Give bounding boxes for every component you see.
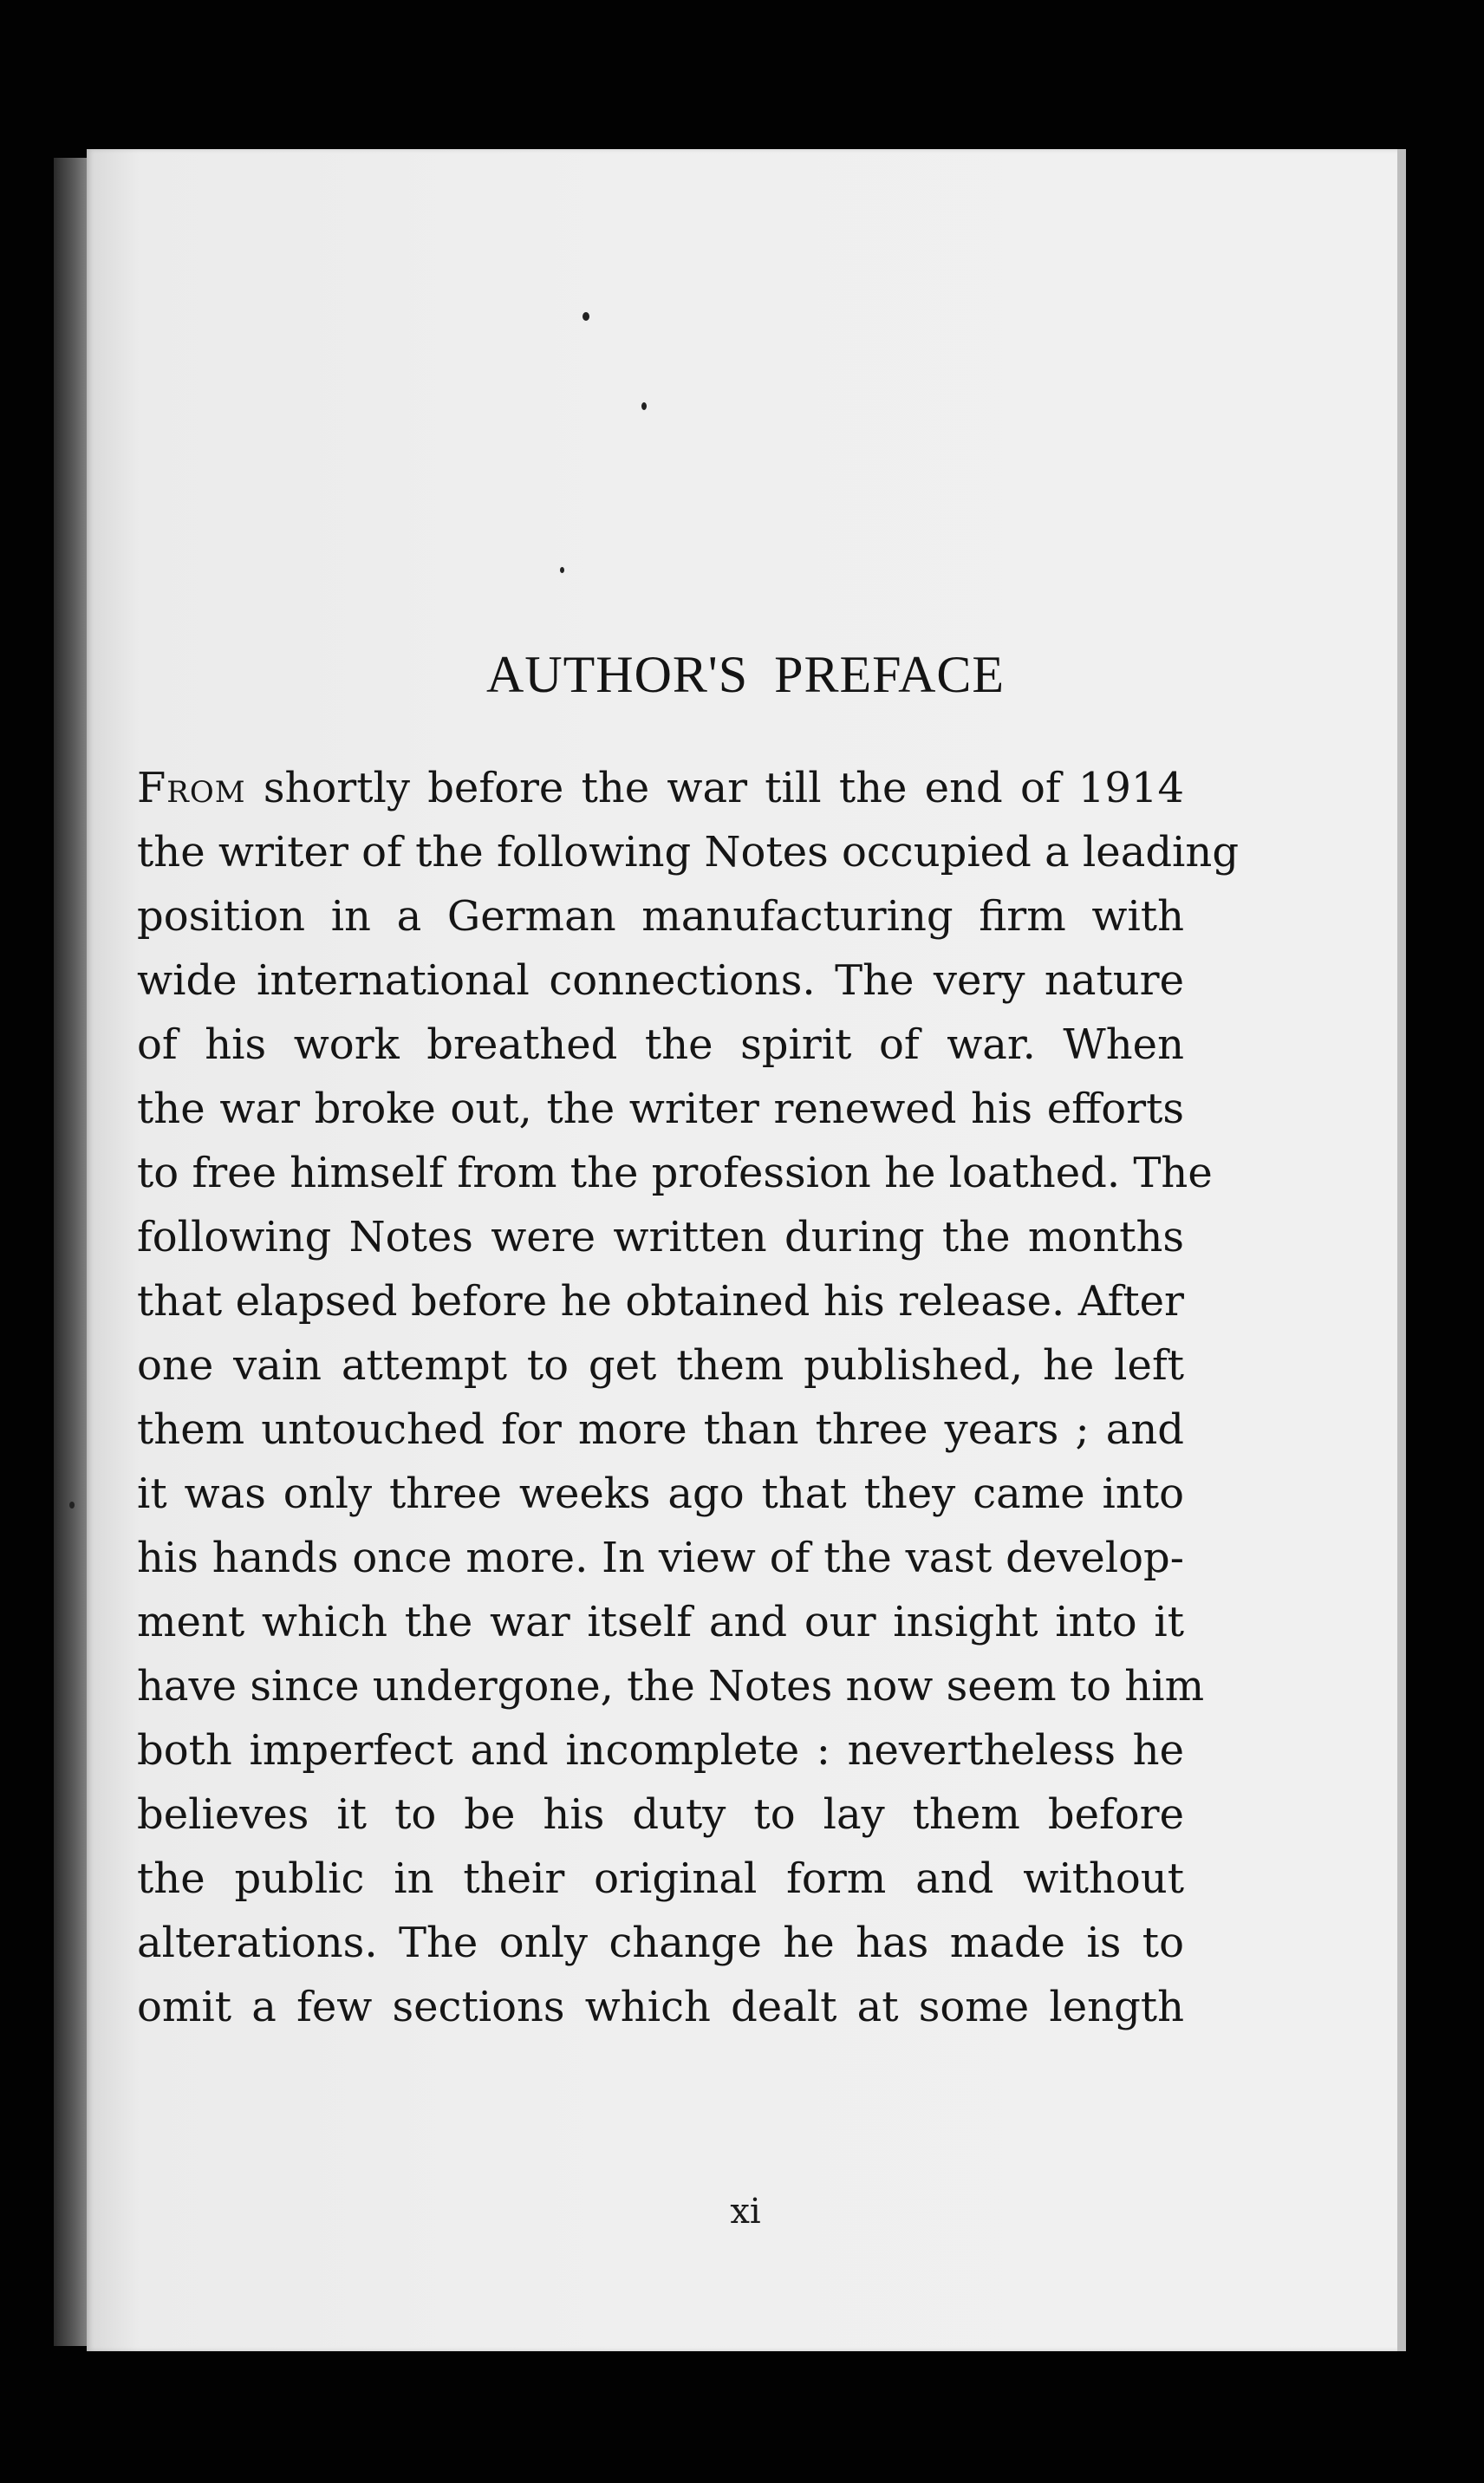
text-line: the writer of the following Notes occupied a leading <box>137 828 1240 877</box>
text-line: believes it to be his duty to lay them before <box>137 1790 1184 1839</box>
text-line: wide international connections. The very nature <box>137 956 1184 1005</box>
binding-shadow <box>54 158 90 2346</box>
dust-speck <box>560 567 564 573</box>
text-line: the war broke out, the writer renewed his efforts <box>137 1085 1184 1133</box>
text-line: one vain attempt to get them published, he left <box>137 1341 1184 1390</box>
text-line: them untouched for more than three years ; and <box>137 1405 1184 1454</box>
text-line: following Notes were written during the months <box>137 1213 1184 1261</box>
text-line: alterations. The only change he has made is to <box>137 1919 1184 1967</box>
text-line: his hands once more. In view of the vast develop- <box>137 1534 1184 1582</box>
text-line: to free himself from the profession he loathed. The <box>137 1149 1213 1197</box>
text-line: omit a few sections which dealt at some length <box>137 1983 1184 2031</box>
dust-speck <box>583 312 589 321</box>
text-line: it was only three weeks ago that they came into <box>137 1470 1184 1518</box>
text-line: of his work breathed the spirit of war. When <box>137 1020 1184 1069</box>
text-line: have since undergone, the Notes now seem to him <box>137 1662 1205 1711</box>
book-page <box>87 149 1404 2351</box>
page-edge <box>1397 149 1406 2351</box>
text-line: the public in their original form and without <box>137 1854 1184 1903</box>
page-title: AUTHOR'S PREFACE <box>485 646 1006 703</box>
text-line: both imperfect and incomplete : nevertheless he <box>137 1726 1184 1775</box>
text-line: From shortly before the war till the end of 1914 <box>137 764 1184 812</box>
page-number: xi <box>730 2192 761 2232</box>
dust-speck <box>69 1502 75 1509</box>
dust-speck <box>641 402 647 410</box>
text-line: that elapsed before he obtained his release. After <box>137 1277 1184 1326</box>
text-line: ment which the war itself and our insight into it <box>137 1598 1184 1646</box>
text-line: position in a German manufacturing firm with <box>137 892 1184 941</box>
lead-word: From <box>137 764 246 812</box>
preface-paragraph <box>137 756 1240 2039</box>
